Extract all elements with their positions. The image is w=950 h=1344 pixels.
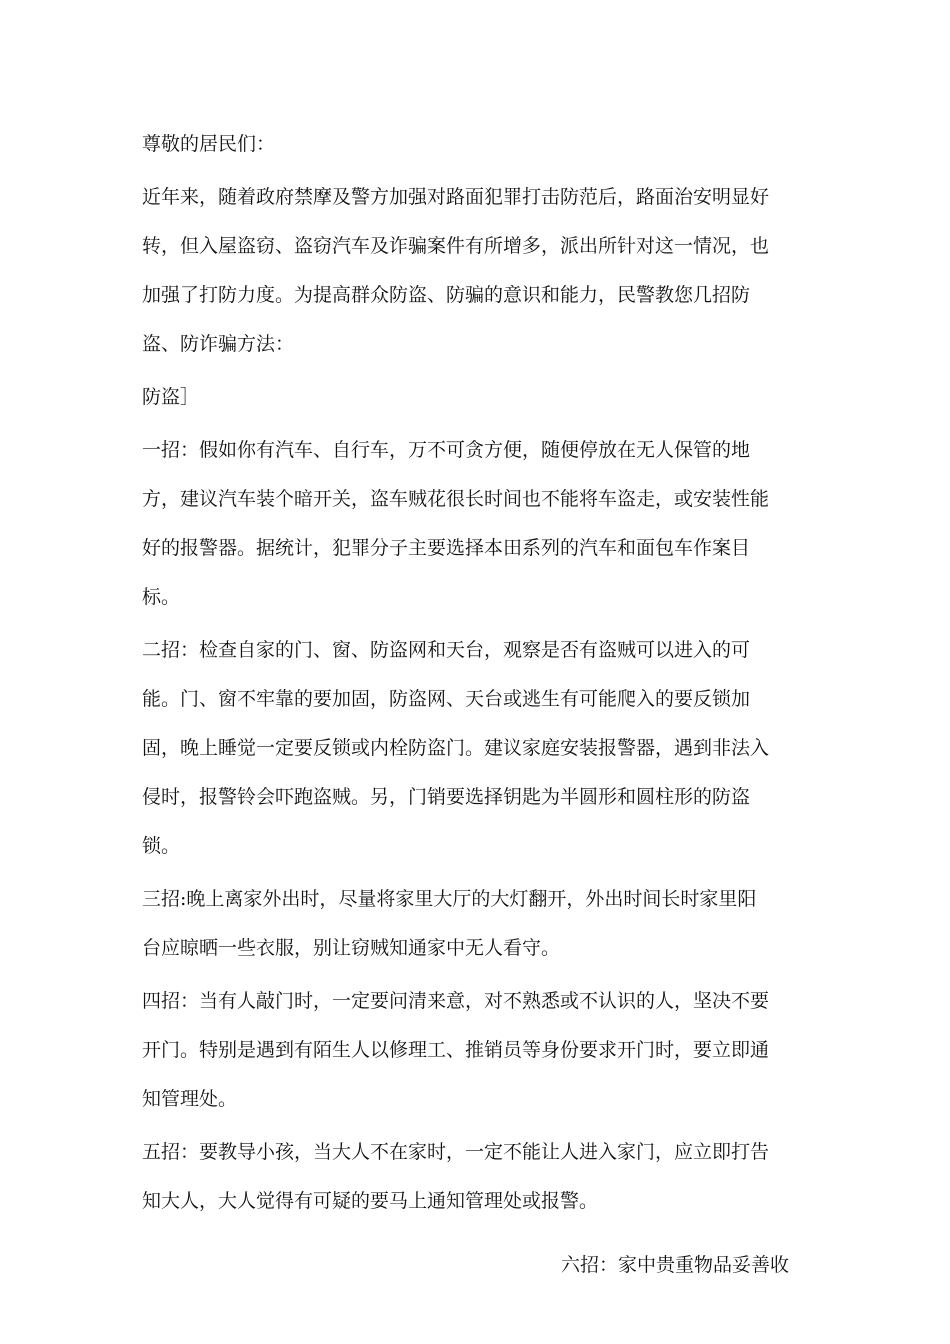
footer-fragment: 六招：家中贵重物品妥善收	[561, 1254, 790, 1276]
intro-line: 加强了打防力度。为提高群众防盗、防骗的意识和能力，民警教您几招防	[142, 284, 751, 306]
section-heading-line: 防盗］	[142, 386, 200, 408]
tip-line: 台应晾晒一些衣服，别让窃贼知通家中无人看守。	[142, 937, 561, 959]
tip-line: 开门。特别是遇到有陌生人以修理工、推销员等身份要求开门时，要立即通	[142, 1039, 770, 1061]
tip-paragraph-4	[142, 977, 822, 1124]
tip-line: 好的报警器。据统计，犯罪分子主要选择本田系列的汽车和面包车作案目	[142, 537, 751, 559]
tip-line: 方，建议汽车装个暗开关，盗车贼花很长时间也不能将车盗走，或安装性能	[142, 488, 770, 510]
tip-line: 锁。	[142, 835, 181, 857]
tip-paragraph-1	[142, 426, 822, 622]
tip-line: 知管理处。	[142, 1088, 238, 1110]
intro-line: 近年来，随着政府禁摩及警方加强对路面犯罪打击防范后，路面治安明显好	[142, 186, 770, 208]
tip-line: 一招：假如你有汽车、自行车，万不可贪方便，随便停放在无人保管的地	[142, 439, 751, 461]
greeting-line: 尊敬的居民们：	[142, 133, 276, 155]
greeting	[142, 120, 822, 169]
tip-paragraph-3	[142, 875, 822, 973]
document-body	[142, 120, 822, 1230]
tip-line: 五招：要教导小孩，当大人不在家时，一定不能让人进入家门，应立即打告	[142, 1141, 770, 1163]
tip-paragraph-2	[142, 626, 822, 871]
tip-line: 四招：当有人敲门时，一定要问清来意，对不熟悉或不认识的人，坚决不要	[142, 990, 770, 1012]
intro-line: 盗、防诈骗方法：	[142, 333, 295, 355]
tip-paragraph-5	[142, 1128, 822, 1226]
tip-line: 二招：检查自家的门、窗、防盗网和天台，观察是否有盗贼可以进入的可	[142, 639, 751, 661]
tip-line: 三招:晚上离家外出时，尽量将家里大厅的大灯翻开，外出时间长时家里阳	[142, 888, 757, 910]
intro-line: 转，但入屋盗窃、盗窃汽车及诈骗案件有所增多，派出所针对这一情况，也	[142, 235, 770, 257]
tip-line: 标。	[142, 586, 181, 608]
tip-line: 能。门、窗不牢靠的要加固，防盗网、天台或逃生有可能爬入的要反锁加	[142, 688, 751, 710]
section-heading	[142, 373, 822, 422]
intro-paragraph	[142, 173, 822, 369]
tip-line: 固，晚上睡觉一定要反锁或内栓防盗门。建议家庭安装报警器，遇到非法入	[142, 737, 770, 759]
tip-line: 侵时，报警铃会吓跑盗贼。另，门销要选择钥匙为半圆形和圆柱形的防盗	[142, 786, 751, 808]
tip-line: 知大人，大人觉得有可疑的要马上通知管理处或报警。	[142, 1190, 599, 1212]
